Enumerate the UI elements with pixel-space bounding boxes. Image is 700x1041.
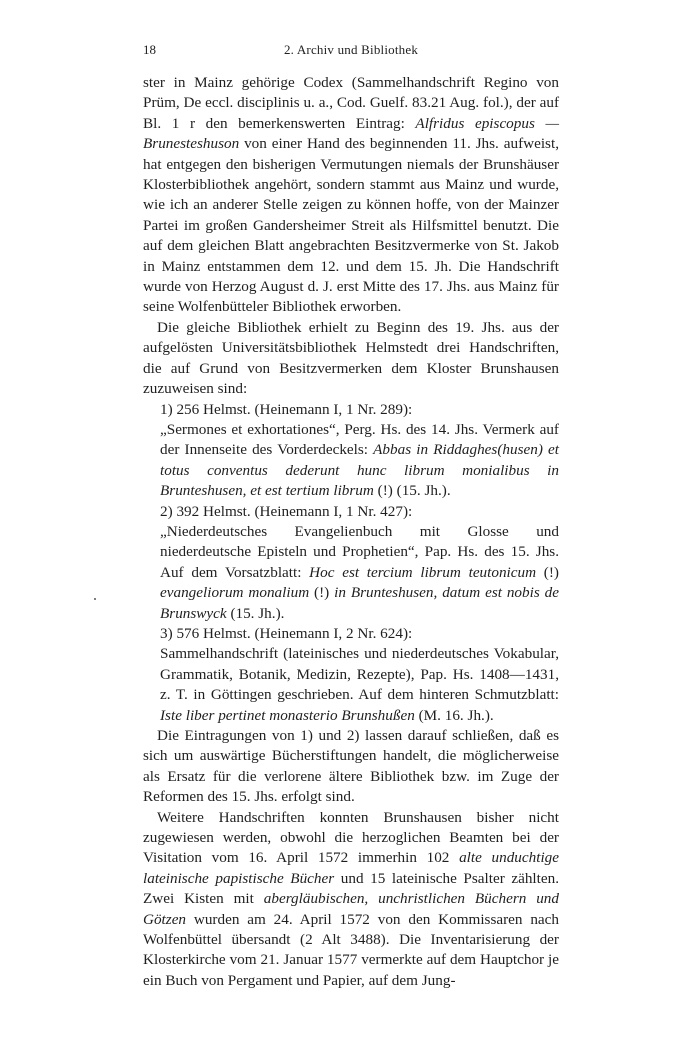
list-item-heading: 1) 256 Helmst. (Heinemann I, 1 Nr. 289):	[160, 400, 413, 418]
list-item-heading: 3) 576 Helmst. (Heinemann I, 2 Nr. 624):	[160, 624, 413, 642]
text-run: (!) (15. Jh.).	[373, 482, 451, 500]
margin-dot	[94, 598, 96, 600]
running-title: 2. Archiv und Bibliothek	[283, 42, 419, 57]
text-run: (M. 16. Jh.).	[414, 706, 494, 724]
italic-quotation: evangeliorum monalium	[160, 584, 310, 602]
body-text	[143, 73, 559, 991]
list-item-description	[160, 420, 559, 502]
page-number: 18	[143, 42, 156, 57]
text-run: Weitere Handschriften konnten Brunshausen bisher nicht zugewiesen werden, obwohl die herzoglichen Beamten bei der Visitation vom 16. April 1572 immerhin 102	[143, 808, 559, 867]
text-run: (!)	[309, 584, 335, 602]
italic-quotation: abergläubischen, unchristlichen Büchern und Götzen	[143, 890, 559, 928]
text-run: „Sermones et exhortationes“, Perg. Hs. des 14. Jhs. Vermerk auf der Innenseite des Vorderdeckels:	[160, 420, 559, 459]
text-run: „Niederdeutsches Evangelienbuch mit Glosse und niederdeutsche Episteln und Prophetien“, Pap. Hs. des 15. Jhs. Auf dem Vorsatzblatt:	[160, 522, 559, 581]
italic-quotation: Hoc est tercium librum teutonicum	[309, 563, 537, 581]
italic-quotation: Alfridus episcopus — Brunesteshuson	[143, 114, 559, 153]
text-run: ster in Mainz gehörige Codex (Sammelhandschrift Regino von Prüm, De eccl. disciplinis u. a., Cod. Guelf. 83.21 Aug. fol.), der auf Bl. 1 r den bemerkenswerten Eintrag:	[143, 74, 559, 132]
text-run: Die Eintragungen von 1) und 2) lassen darauf schließen, daß es sich um auswärtige Bücherstiftungen handelt, die möglicherweise als Ersatz für die verlorene ältere Bibliothek bzw. im Zuge der Reformen des 15. Jhs. erfolgt sind.	[143, 727, 559, 806]
text-run: wurden am 24. April 1572 von den Kommissaren nach Wolfenbüttel übersandt (2 Alt 3488). Die Inventarisierung der Klosterkirche vom 21. Januar 1577 vermerkte auf dem Hauptchor je ein Buch von Pergament und Papier, auf dem Jung-	[143, 910, 559, 989]
text-run: (!)	[536, 563, 559, 581]
italic-quotation: in Brunteshusen, datum est nobis de Brunswyck	[160, 584, 559, 622]
text-run: und 15 lateinische Psalter zählten. Zwei Kisten mit	[143, 869, 559, 908]
list-item-description	[160, 522, 559, 624]
paragraph-conclusion	[143, 726, 559, 808]
text-run: Die gleiche Bibliothek erhielt zu Beginn des 19. Jhs. aus der aufgelösten Universitätsbibliothek Helmstedt drei Handschriften, die auf Grund von Besitzvermerken dem Kloster Brunshausen zuzuweisen sind:	[143, 318, 559, 398]
paragraph-further-manuscripts	[143, 808, 559, 992]
list-item-heading: 2) 392 Helmst. (Heinemann I, 1 Nr. 427):	[160, 502, 413, 520]
paragraph-continuation	[143, 73, 559, 318]
paragraph-helmstedt-intro	[143, 318, 559, 400]
text-run: (15. Jh.).	[226, 604, 285, 622]
italic-quotation: Abbas in Riddaghes(husen) et totus conventus dederunt hunc librum monialibus in Brunteshusen, et est tertium librum	[160, 441, 559, 500]
page-header	[143, 42, 559, 62]
text-run: Sammelhandschrift (lateinisches und niederdeutsches Vokabular, Grammatik, Botanik, Medizin, Rezepte), Pap. Hs. 1408—1431, z. T. in Göttingen geschrieben. Auf dem hinteren Schmutzblatt:	[160, 645, 559, 704]
italic-quotation: Iste liber pertinet monasterio Brunshußen	[160, 706, 415, 724]
text-run: von einer Hand des beginnenden 11. Jhs. aufweist, hat entgegen den bisherigen Vermutungen niemals der Brunshäuser Klosterbibliothek angehört, sondern stammt aus Mainz und wurde, wie ich an anderer Stelle zeigen zu können hoffe, von der Mainzer Partei im großen Gandersheimer Streit als Hilfsmittel benutzt. Die auf dem gleichen Blatt angebrachten Besitzvermerke von St. Jakob in Mainz entstammen dem 12. und dem 15. Jh. Die Handschrift wurde von Herzog August d. J. erst Mitte des 17. Jhs. aus Mainz für seine Wolfenbütteler Bibliothek erworben.	[143, 135, 559, 316]
italic-quotation: alte unduchtige lateinische papistische Bücher	[143, 849, 560, 887]
list-item-description	[160, 644, 559, 726]
